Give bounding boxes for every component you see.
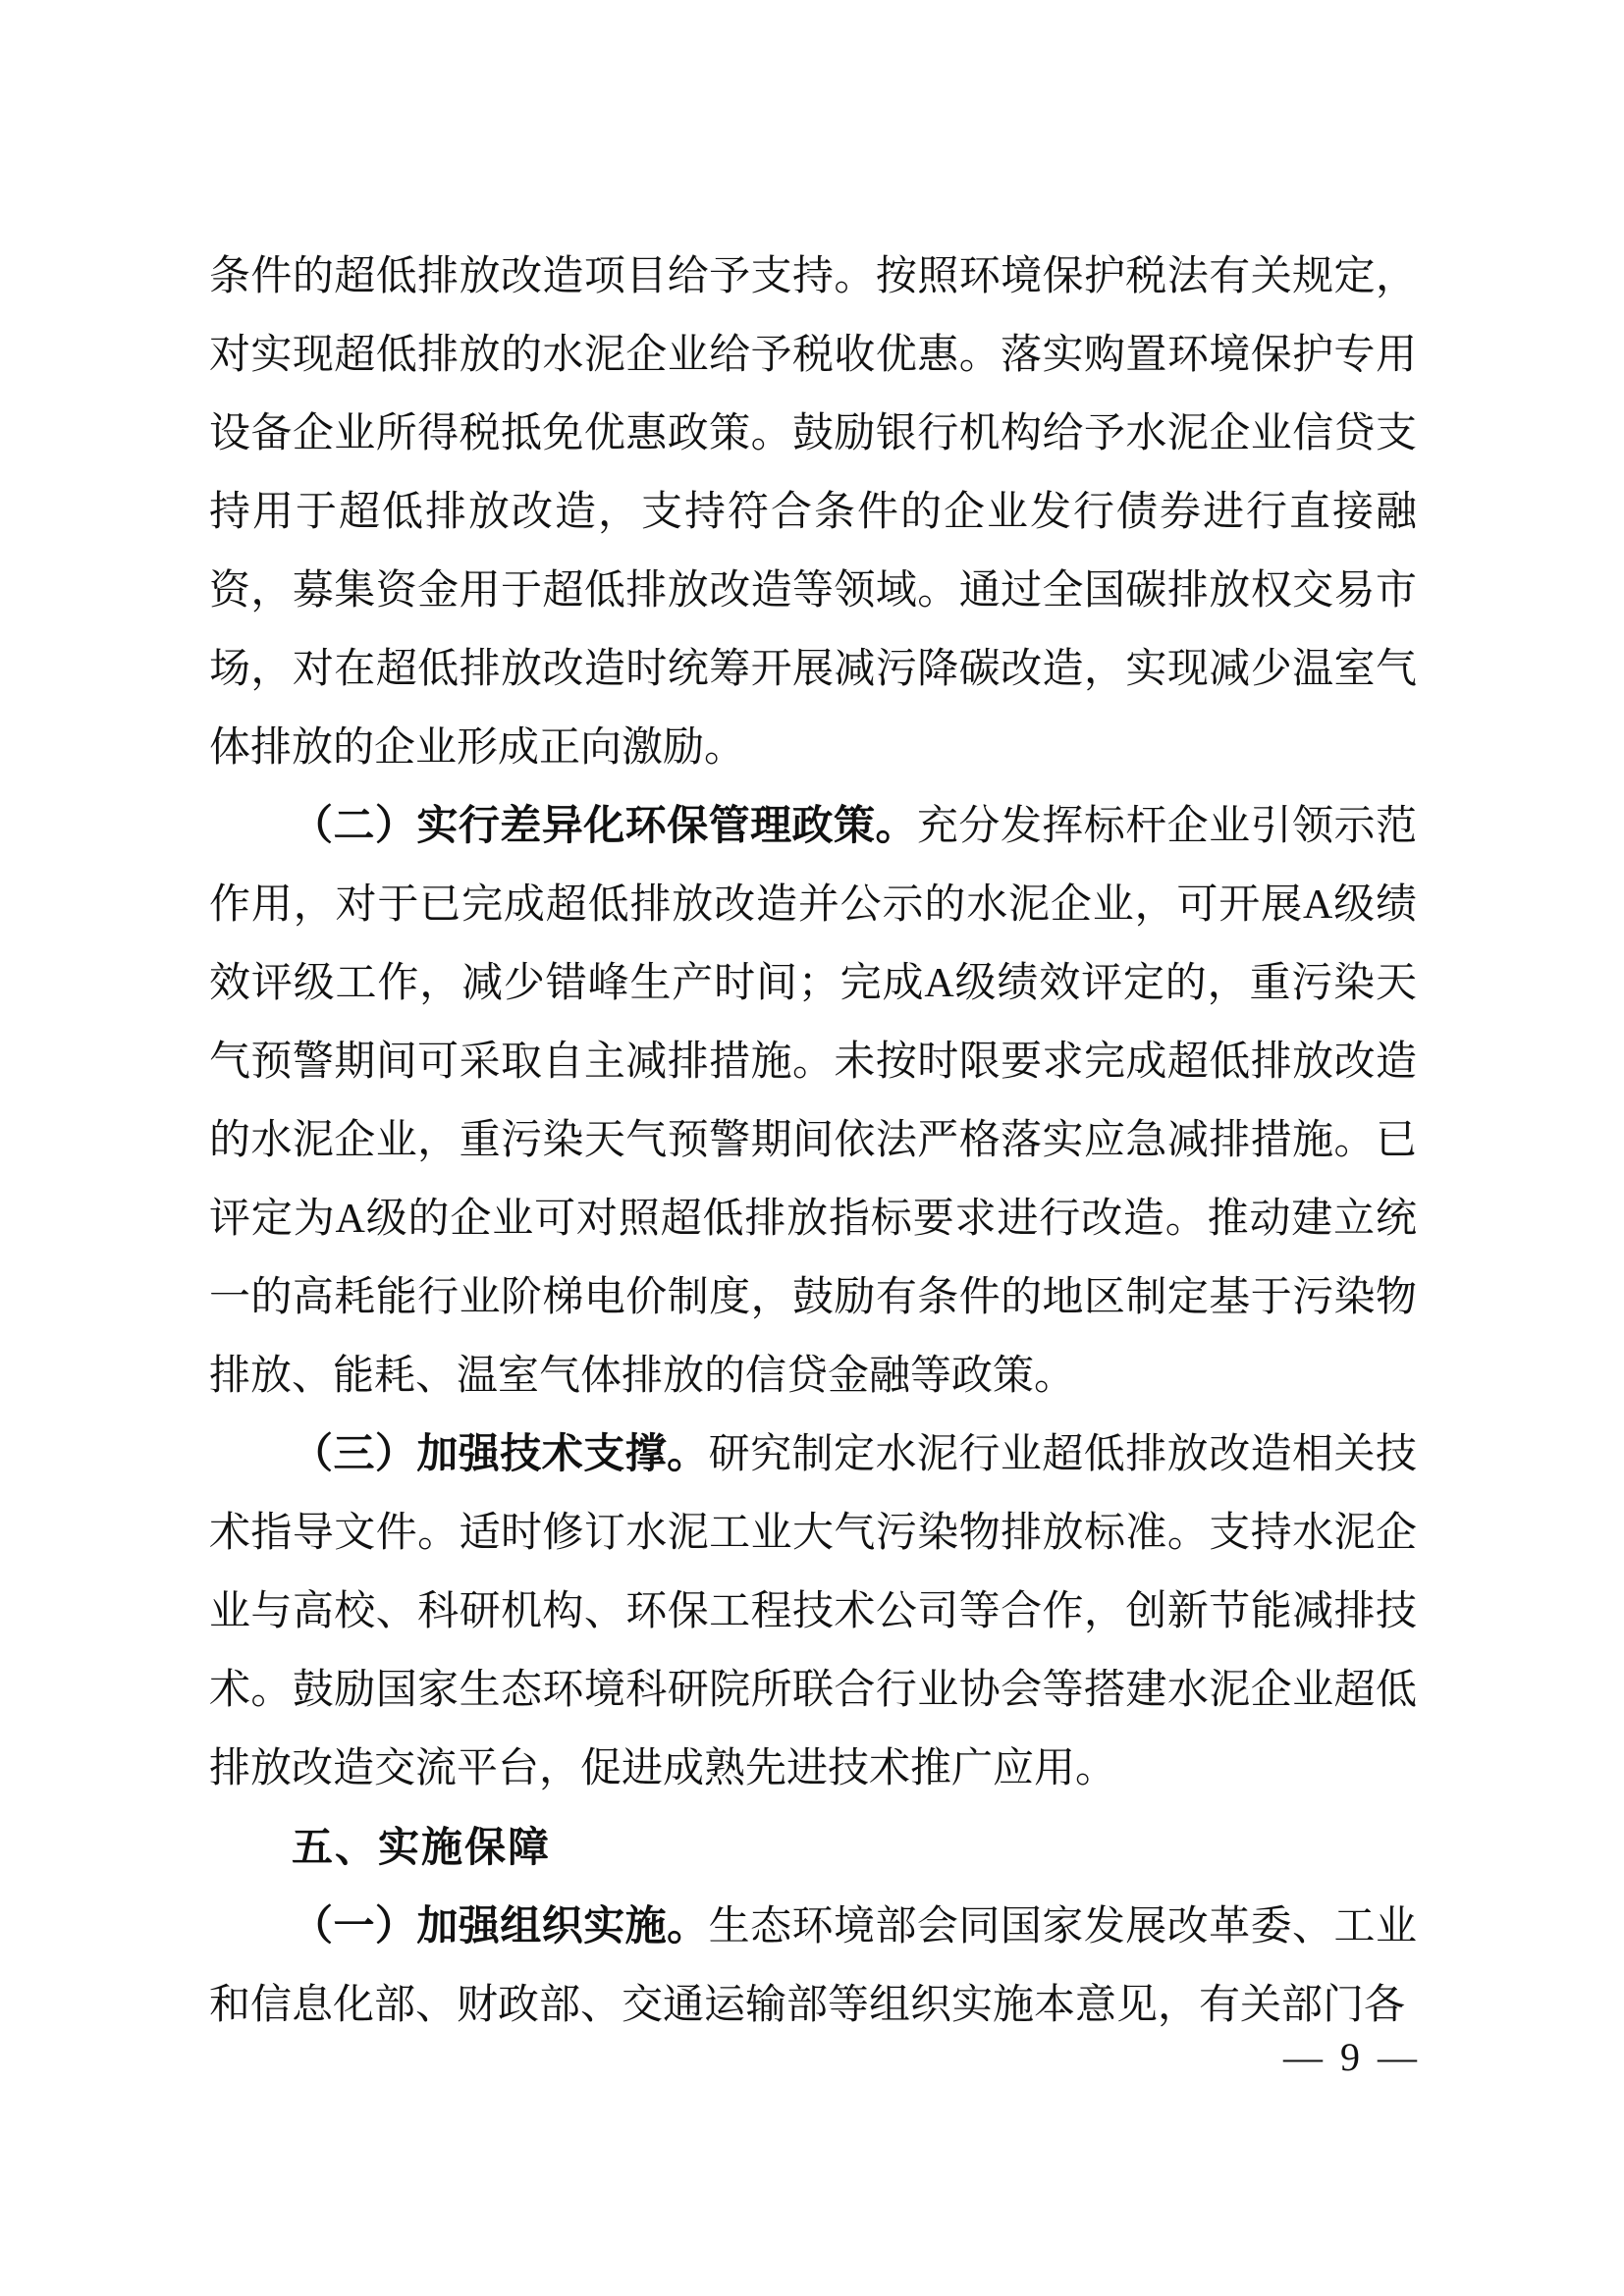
paragraph-lead-emphasis: （三）加强技术支撑。 — [292, 1432, 709, 1477]
paragraph-text-segment: 研究制定水泥行业超低排放改造相关技术指导文件。适时修订水泥工业大气污染物排放标准。支持水泥企业与高校、科研机构、环保工程技术公司等合作，创新节能减排技术。鼓励国家生态环境科研院所联合行业协会等搭建水泥企业超低排放改造交流平台，促进成熟先进技术推广应用。 — [209, 1432, 1417, 1791]
paragraph-text-segment: 条件的超低排放改造项目给予支持。按照环境保护税法有关规定，对实现超低排放的水泥企业给予税收优惠。落实购置环境保护专用设备企业所得税抵免优惠政策。鼓励银行机构给予水泥企业信贷支持用于超低排放改造，支持符合条件的企业发行债券进行直接融资，募集资金用于超低排放改造等领域。通过全国碳排放权交易市场，对在超低排放改造时统筹开展减污降碳改造，实现减少温室气体排放的企业形成正向激励。 — [209, 254, 1417, 771]
paragraph-technical-support — [209, 1415, 1417, 1808]
paragraph-organizational-implementation — [209, 1888, 1417, 2045]
paragraph-fiscal-tax-financial-support-continued — [209, 238, 1417, 787]
heading-implementation-guarantee — [209, 1808, 1417, 1888]
page-number: — 9 — — [1283, 2035, 1421, 2079]
paragraph-text-segment: 生态环境部会同国家发展改革委、工业和信息化部、财政部、交通运输部等组织实施本意见，有关部门各 — [209, 1904, 1417, 2028]
document-body — [209, 238, 1417, 2045]
paragraph-lead-emphasis: （一）加强组织实施。 — [292, 1904, 709, 1949]
paragraph-text-segment: 充分发挥标杆企业引领示范作用，对于已完成超低排放改造并公示的水泥企业，可开展A级绩效评级工作，减少错峰生产时间；完成A级绩效评定的，重污染天气预警期间可采取自主减排措施。未按时限要求完成超低排放改造的水泥企业，重污染天气预警期间依法严格落实应急减排措施。已评定为A级的企业可对照超低排放指标要求进行改造。推动建立统一的高耗能行业阶梯电价制度，鼓励有条件的地区制定基于污染物排放、能耗、温室气体排放的信贷金融等政策。 — [209, 804, 1417, 1399]
paragraph-differentiated-environmental-policy — [209, 787, 1417, 1415]
paragraph-lead-emphasis: （二）实行差异化环保管理政策。 — [292, 804, 917, 849]
paragraph-lead-emphasis: 五、实施保障 — [292, 1824, 552, 1870]
